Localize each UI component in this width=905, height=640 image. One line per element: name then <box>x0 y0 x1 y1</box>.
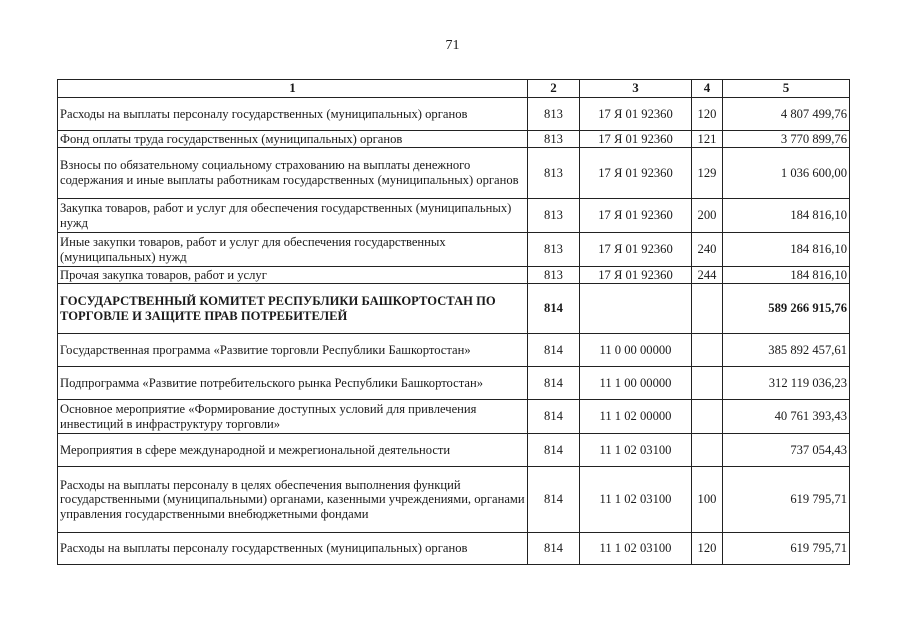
table-row <box>58 284 850 334</box>
amount-cell: 385 892 457,61 <box>723 334 850 367</box>
ministry-code-cell: 814 <box>528 367 580 400</box>
expense-type-cell <box>692 334 723 367</box>
ministry-code-cell: 813 <box>528 267 580 284</box>
target-article-cell: 17 Я 01 92360 <box>580 199 692 233</box>
ministry-code-cell: 813 <box>528 199 580 233</box>
ministry-code-cell: 814 <box>528 533 580 565</box>
budget-table <box>57 79 850 565</box>
expense-type-cell: 121 <box>692 131 723 148</box>
table-row <box>58 131 850 148</box>
ministry-code-cell: 814 <box>528 400 580 434</box>
amount-cell: 184 816,10 <box>723 199 850 233</box>
target-article-cell: 17 Я 01 92360 <box>580 148 692 199</box>
amount-cell: 619 795,71 <box>723 467 850 533</box>
expense-type-cell: 120 <box>692 533 723 565</box>
header-col-3: 3 <box>580 80 692 98</box>
header-col-4: 4 <box>692 80 723 98</box>
amount-cell: 589 266 915,76 <box>723 284 850 334</box>
table-row <box>58 533 850 565</box>
table-row <box>58 98 850 131</box>
target-article-cell: 17 Я 01 92360 <box>580 233 692 267</box>
table-row <box>58 199 850 233</box>
name-cell: Взносы по обязательному социальному страхованию на выплаты денежного содержания и иные выплаты работникам государственных (муниципальных) органов <box>58 148 528 199</box>
page-number: 71 <box>445 38 460 53</box>
name-cell: Подпрограмма «Развитие потребительского рынка Республики Башкортостан» <box>58 367 528 400</box>
amount-cell: 3 770 899,76 <box>723 131 850 148</box>
expense-type-cell: 240 <box>692 233 723 267</box>
name-cell: Расходы на выплаты персоналу государственных (муниципальных) органов <box>58 533 528 565</box>
ministry-code-cell: 814 <box>528 434 580 467</box>
name-cell: Иные закупки товаров, работ и услуг для обеспечения государственных (муниципальных) нужд <box>58 233 528 267</box>
expense-type-cell: 120 <box>692 98 723 131</box>
name-cell: Мероприятия в сфере международной и межрегиональной деятельности <box>58 434 528 467</box>
expense-type-cell: 244 <box>692 267 723 284</box>
ministry-code-cell: 814 <box>528 334 580 367</box>
target-article-cell: 17 Я 01 92360 <box>580 98 692 131</box>
name-cell: Расходы на выплаты персоналу в целях обеспечения выполнения функций государственными (муниципальными) органами, казенными учреждениями, органами управления государственными внебюджетными фондами <box>58 467 528 533</box>
target-article-cell: 11 1 02 03100 <box>580 434 692 467</box>
amount-cell: 312 119 036,23 <box>723 367 850 400</box>
header-col-5: 5 <box>723 80 850 98</box>
ministry-code-cell: 814 <box>528 284 580 334</box>
expense-type-cell: 100 <box>692 467 723 533</box>
expense-type-cell <box>692 367 723 400</box>
table-row <box>58 467 850 533</box>
header-col-2: 2 <box>528 80 580 98</box>
ministry-code-cell: 813 <box>528 131 580 148</box>
table-row <box>58 400 850 434</box>
target-article-cell: 11 1 00 00000 <box>580 367 692 400</box>
table-row <box>58 267 850 284</box>
amount-cell: 40 761 393,43 <box>723 400 850 434</box>
target-article-cell: 11 1 02 03100 <box>580 467 692 533</box>
amount-cell: 184 816,10 <box>723 267 850 284</box>
target-article-cell: 11 1 02 00000 <box>580 400 692 434</box>
table-row <box>58 367 850 400</box>
target-article-cell: 17 Я 01 92360 <box>580 131 692 148</box>
name-cell: Фонд оплаты труда государственных (муниципальных) органов <box>58 131 528 148</box>
expense-type-cell <box>692 434 723 467</box>
amount-cell: 619 795,71 <box>723 533 850 565</box>
name-cell: Прочая закупка товаров, работ и услуг <box>58 267 528 284</box>
target-article-cell <box>580 284 692 334</box>
table-row <box>58 148 850 199</box>
target-article-cell: 11 1 02 03100 <box>580 533 692 565</box>
name-cell: ГОСУДАРСТВЕННЫЙ КОМИТЕТ РЕСПУБЛИКИ БАШКОРТОСТАН ПО ТОРГОВЛЕ И ЗАЩИТЕ ПРАВ ПОТРЕБИТЕЛЕЙ <box>58 284 528 334</box>
target-article-cell: 11 0 00 00000 <box>580 334 692 367</box>
target-article-cell: 17 Я 01 92360 <box>580 267 692 284</box>
table-body <box>58 98 850 565</box>
ministry-code-cell: 813 <box>528 233 580 267</box>
table-row <box>58 233 850 267</box>
ministry-code-cell: 813 <box>528 148 580 199</box>
name-cell: Государственная программа «Развитие торговли Республики Башкортостан» <box>58 334 528 367</box>
name-cell: Закупка товаров, работ и услуг для обеспечения государственных (муниципальных) нужд <box>58 199 528 233</box>
table-row <box>58 434 850 467</box>
amount-cell: 1 036 600,00 <box>723 148 850 199</box>
expense-type-cell <box>692 400 723 434</box>
expense-type-cell: 129 <box>692 148 723 199</box>
ministry-code-cell: 814 <box>528 467 580 533</box>
table-row <box>58 334 850 367</box>
name-cell: Основное мероприятие «Формирование доступных условий для привлечения инвестиций в инфраструктуру торговли» <box>58 400 528 434</box>
ministry-code-cell: 813 <box>528 98 580 131</box>
expense-type-cell: 200 <box>692 199 723 233</box>
header-col-1: 1 <box>58 80 528 98</box>
table-header-row <box>58 80 850 98</box>
expense-type-cell <box>692 284 723 334</box>
amount-cell: 184 816,10 <box>723 233 850 267</box>
amount-cell: 737 054,43 <box>723 434 850 467</box>
amount-cell: 4 807 499,76 <box>723 98 850 131</box>
name-cell: Расходы на выплаты персоналу государственных (муниципальных) органов <box>58 98 528 131</box>
